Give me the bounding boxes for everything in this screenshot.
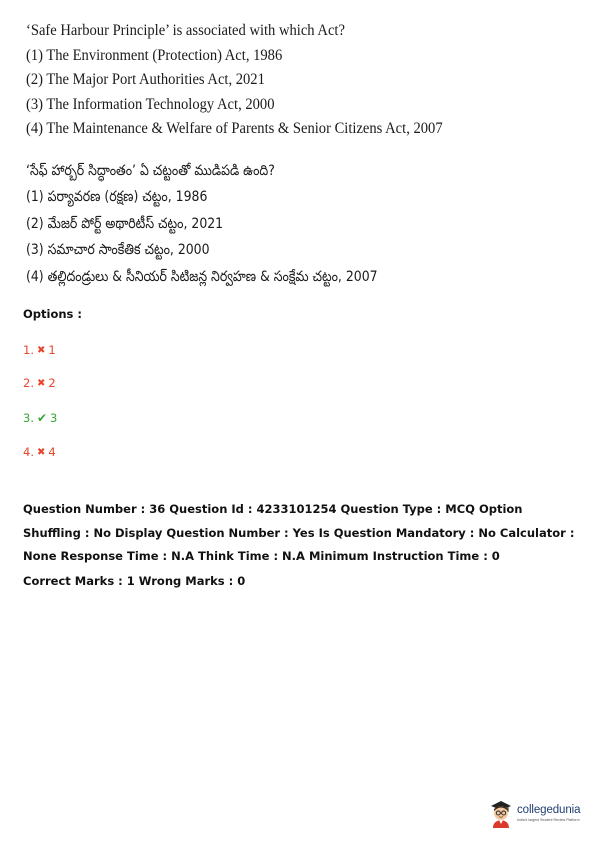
question-option-en-2: (2) The Major Port Authorities Act, 2021 bbox=[26, 70, 265, 89]
answer-option-value: 4 bbox=[48, 445, 56, 459]
answer-option-number: 4. bbox=[23, 445, 34, 459]
question-stem-en: ‘Safe Harbour Principle’ is associated with which Act? bbox=[26, 21, 345, 39]
question-stem-te: ‘సేఫ్ హార్బర్ సిద్ధాంతం’ ఏ చట్టంతో ముడిపడి ఉంది? bbox=[26, 163, 275, 179]
brand-logo-block[interactable] bbox=[488, 795, 592, 831]
cross-icon: ✖ bbox=[36, 344, 46, 356]
answer-option-3 bbox=[23, 411, 57, 425]
marks-info: Correct Marks : 1 Wrong Marks : 0 bbox=[23, 574, 246, 588]
question-option-en-3: (3) The Information Technology Act, 2000 bbox=[26, 94, 275, 113]
answer-option-4 bbox=[23, 445, 56, 459]
cross-icon: ✖ bbox=[36, 446, 46, 458]
question-option-te-1: (1) పర్యావరణ (రక్షణ) చట్టం, 1986 bbox=[26, 189, 208, 206]
brand-name: collegedunia bbox=[517, 803, 581, 816]
answer-option-value: 2 bbox=[48, 376, 56, 390]
answer-option-value: 1 bbox=[48, 343, 56, 357]
check-icon: ✔ bbox=[36, 411, 48, 425]
answer-option-number: 3. bbox=[23, 411, 34, 425]
question-option-te-3: (3) సమాచార సాంకేతిక చట్టం, 2000 bbox=[26, 242, 210, 259]
answer-option-number: 2. bbox=[23, 376, 34, 390]
student-mascot-icon bbox=[488, 798, 514, 828]
cross-icon: ✖ bbox=[36, 377, 46, 389]
options-label: Options : bbox=[23, 307, 82, 321]
brand-tagline: India's largest Student Review Platform bbox=[517, 817, 580, 822]
answer-option-1 bbox=[23, 343, 56, 357]
answer-option-number: 1. bbox=[23, 343, 34, 357]
answer-option-2 bbox=[23, 376, 56, 390]
question-option-te-4: (4) తల్లిదండ్రులు & సీనియర్ సిటిజన్ల నిర్వహణ & సంక్షేమ చట్టం, 2007 bbox=[26, 268, 378, 285]
question-option-en-1: (1) The Environment (Protection) Act, 1986 bbox=[26, 45, 283, 64]
question-telugu bbox=[26, 158, 559, 290]
answer-option-value: 3 bbox=[50, 411, 58, 425]
question-option-te-2: (2) మేజర్ పోర్ట్ అథారిటీస్ చట్టం, 2021 bbox=[26, 215, 224, 232]
question-metadata: Question Number : 36 Question Id : 4233101254 Question Type : MCQ Option Shuffling : No Display Question Number : Yes Is Question Mandatory : No Calculator : None Response Time : N.A Think Time : N.A Minimum Instruction Time : 0 bbox=[23, 502, 575, 563]
question-option-en-4: (4) The Maintenance & Welfare of Parents & Senior Citizens Act, 2007 bbox=[26, 119, 443, 138]
question-english bbox=[26, 18, 530, 141]
